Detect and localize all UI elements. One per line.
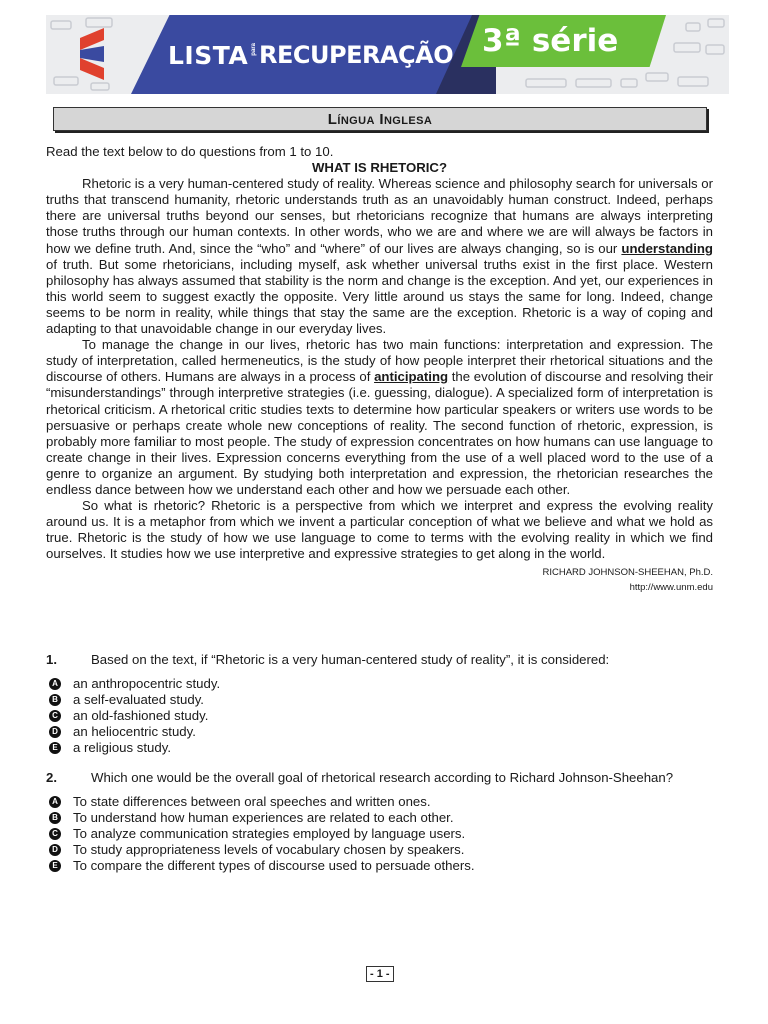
question-number: 1. (46, 652, 57, 667)
option-letter-icon: E (49, 860, 61, 872)
reading-section (46, 144, 713, 595)
option-text: a religious study. (73, 740, 171, 755)
header-banner (46, 15, 729, 94)
option-c[interactable] (46, 708, 716, 724)
option-letter-icon: A (49, 678, 61, 690)
banner-para-text: para (251, 43, 257, 56)
answer-options (46, 676, 716, 756)
option-text: an old-fashioned study. (73, 708, 209, 723)
page-number: - 1 - (366, 966, 394, 982)
answer-options (46, 794, 716, 874)
paragraph-2-start: To manage the change in our lives, rhetoric has two main functions: interpretation and expression. The study of interpretation, called hermeneutics, is the study of how people interpret their rhetorical situations and the discourse of others. Humans are always in a process of (46, 337, 713, 385)
option-b[interactable] (46, 692, 716, 708)
option-e[interactable] (46, 858, 716, 874)
brand-logo (76, 28, 108, 80)
option-text: To study appropriateness levels of vocabulary chosen by speakers. (73, 842, 465, 857)
option-letter-icon: B (49, 694, 61, 706)
text-title: WHAT IS RHETORIC? (311, 160, 448, 176)
option-text: To understand how human experiences are related to each other. (73, 810, 454, 825)
banner-lista-text: LISTA (168, 41, 249, 70)
question-1 (46, 652, 716, 756)
highlight-anticipating: anticipating (374, 369, 449, 385)
question-text: Which one would be the overall goal of rhetorical research according to Richard Johnson-Sheehan? (91, 770, 674, 785)
source-url: http://www.unm.edu (629, 582, 713, 594)
option-text: To analyze communication strategies employed by language users. (73, 826, 466, 841)
option-letter-icon: A (49, 796, 61, 808)
option-letter-icon: D (49, 726, 61, 738)
option-letter-icon: D (49, 844, 61, 856)
subject-title: Língua Inglesa (327, 110, 433, 128)
paragraph-3: So what is rhetoric? Rhetoric is a perspective from which we interpret and express the evolving reality around us. It is a metaphor from which we invent a particular conception of what we believe and what we hold as true. Rhetoric is the study of how we use language to come to terms with the evolving reality in which we find ourselves. It studies how we use interpretive and expressive strategies to get along in the world. (46, 498, 713, 562)
option-text: an anthropocentric study. (73, 676, 221, 691)
banner-serie-text: 3ª série (482, 23, 619, 59)
option-d[interactable] (46, 842, 716, 858)
option-text: an heliocentric study. (73, 724, 196, 739)
instructions: Read the text below to do questions from 1 to 10. (46, 144, 334, 159)
paragraph-1-start: Rhetoric is a very human-centered study of reality. Whereas science and philosophy search for universals or truths that transcend humanity, rhetoric understands truth as an unavoidably human construct. Indeed, perhaps there are universal truths beyond our senses, but rhetoricians recognize that humans are always interpreting those truths through our human contexts. In other words, who we are and where we are will always be factors in how we define truth. And, since the “who” and “where” of our lives are always changing, so is our (46, 176, 713, 256)
paragraph-2-end: the evolution of discourse and resolving their “misunderstandings” through interpretive strategies (i.e. guessing, dialogue). A specialized form of interpretation is rhetorical criticism. A rhetorical critic studies texts to determine how particular speakers or writers use words to be persuasive or perhaps create whole new conceptions of reality. The second function of rhetoric, expression, is probably more familiar to most people. The study of expression concentrates on how humans can use language to create change in their lives. Expression concerns everything from the use of a well placed word to the use of a genre to organize an argument. By studying both interpretation and expression, the rhetorician researches the endless dance between how we understand each other and how we persuade each other. (46, 369, 713, 497)
paragraph-1-end: of truth. But some rhetoricians, including myself, ask whether universal truths exist in the first place. Western philosophy has always assumed that stability is the norm and change is the exception. And yet, our experiences in this world seem to suggest exactly the opposite. Very little around us stays the same for long. Indeed, change seems to be norm in reality, while things that stay the same are the exception. Rhetoric is a way of coping and adapting to that unavoidable change in our everyday lives. (46, 256, 713, 337)
option-a[interactable] (46, 794, 716, 810)
option-text: a self-evaluated study. (73, 692, 204, 707)
option-letter-icon: B (49, 812, 61, 824)
option-e[interactable] (46, 740, 716, 756)
question-number: 2. (46, 770, 57, 785)
source-citation (46, 565, 713, 595)
option-a[interactable] (46, 676, 716, 692)
question-text: Based on the text, if “Rhetoric is a very human-centered study of reality”, it is considered: (91, 652, 610, 667)
paragraph-2 (46, 337, 713, 498)
option-b[interactable] (46, 810, 716, 826)
option-d[interactable] (46, 724, 716, 740)
banner-recuperacao-text: RECUPERAÇÃO (259, 41, 454, 69)
paragraph-1 (46, 176, 713, 337)
highlight-understanding: understanding (621, 240, 713, 256)
option-text: To state differences between oral speeches and written ones. (73, 794, 431, 809)
option-letter-icon: E (49, 742, 61, 754)
option-text: To compare the different types of discourse used to persuade others. (73, 858, 475, 873)
subject-title-box (53, 107, 707, 131)
option-c[interactable] (46, 826, 716, 842)
option-letter-icon: C (49, 828, 61, 840)
option-letter-icon: C (49, 710, 61, 722)
source-author: RICHARD JOHNSON-SHEEHAN, Ph.D. (542, 567, 713, 579)
question-2 (46, 770, 716, 874)
